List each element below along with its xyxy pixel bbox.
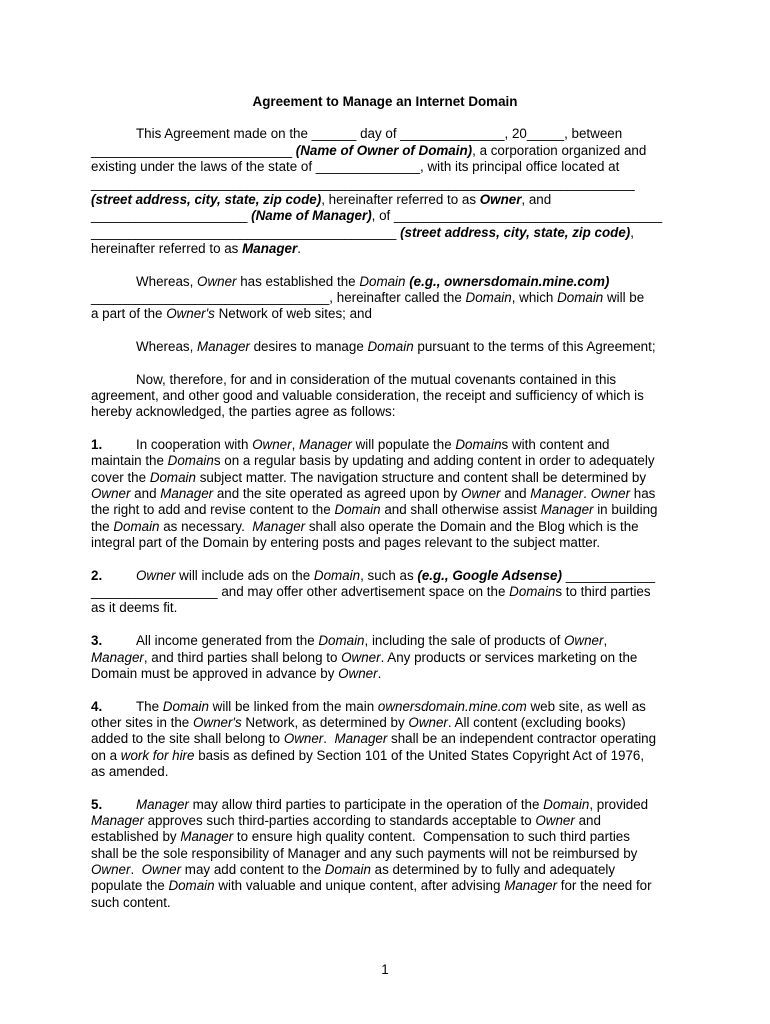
section-4-line-1: The Domain will be linked from the main ownersdomain.mine.com web site, as well as	[136, 699, 646, 714]
preamble-line-7: _________________________________________ (street address, city, state, zip code),	[91, 225, 634, 240]
section-2-number: 2.	[91, 568, 103, 583]
section-5-line-2: Manager approves such third-parties according to standards acceptable to Owner and	[91, 813, 601, 828]
whereas-1-line-3: a part of the Owner's Network of web sites; and	[91, 306, 372, 321]
section-2-line-1: Owner will include ads on the Domain, such as (e.g., Google Adsense) ____________	[136, 568, 656, 583]
whereas-2-line-1: Whereas, Manager desires to manage Domain pursuant to the terms of this Agreement;	[136, 339, 656, 354]
preamble-line-5: (street address, city, state, zip code), hereinafter referred to as Owner, and	[91, 192, 552, 207]
page-number: 1	[381, 962, 389, 977]
section-1-line-3: cover the Domain subject matter. The navigation structure and content shall be determined by	[91, 470, 647, 485]
preamble-line-4: _________________________________________________________________________	[91, 176, 635, 191]
section-4-line-5: as amended.	[91, 764, 169, 779]
section-1-number: 1.	[91, 437, 103, 452]
section-5-line-5: Owner. Owner may add content to the Domain as determined by to fully and adequately	[91, 862, 616, 877]
section-4-line-2: other sites in the Owner's Network, as determined by Owner. All content (excluding books)	[91, 715, 626, 730]
now-therefore-line-3: hereby acknowledged, the parties agree as follows:	[91, 404, 396, 419]
document-title: Agreement to Manage an Internet Domain	[252, 94, 518, 109]
section-1-line-5: the right to add and revise content to the Domain and shall otherwise assist Manager in building	[91, 502, 658, 517]
section-1-line-6: the Domain as necessary. Manager shall also operate the Domain and the Blog which is the	[91, 519, 639, 534]
preamble-line-2: ___________________________ (Name of Owner of Domain), a corporation organized and	[91, 143, 647, 158]
section-5-line-3: established by Manager to ensure high quality content. Compensation to such third parties	[91, 829, 630, 844]
section-1-line-4: Owner and Manager and the site operated as agreed upon by Owner and Manager. Owner has	[91, 486, 656, 501]
section-5-line-1: Manager may allow third parties to participate in the operation of the Domain, provided	[136, 797, 649, 812]
preamble-line-1: This Agreement made on the ______ day of ______________, 20_____, between	[136, 126, 623, 141]
whereas-1-line-1: Whereas, Owner has established the Domain (e.g., ownersdomain.mine.com)	[136, 274, 610, 289]
section-1-line-7: integral part of the Domain by entering posts and pages relevant to the subject matter.	[91, 535, 601, 550]
section-3-number: 3.	[91, 633, 103, 648]
preamble-line-3: existing under the laws of the state of ______________, with its principal office located at	[91, 159, 620, 174]
section-5-line-6: populate the Domain with valuable and unique content, after advising Manager for the need for	[91, 878, 652, 893]
section-1-line-2: maintain the Domains on a regular basis by updating and adding content in order to adequately	[91, 453, 655, 468]
section-5-line-7: such content.	[91, 895, 171, 910]
section-1-line-1: In cooperation with Owner, Manager will populate the Domains with content and	[136, 437, 610, 452]
preamble-line-8: hereinafter referred to as Manager.	[91, 241, 301, 256]
now-therefore-line-1: Now, therefore, for and in consideration of the mutual covenants contained in this	[136, 372, 617, 387]
now-therefore-line-2: agreement, and other good and valuable consideration, the receipt and sufficiency of which is	[91, 388, 644, 403]
section-4-line-4: on a work for hire basis as defined by Section 101 of the United States Copyright Act of 1976,	[91, 748, 645, 763]
section-3-line-3: Domain must be approved in advance by Owner.	[91, 666, 382, 681]
section-3-line-2: Manager, and third parties shall belong to Owner. Any products or services marketing on the	[91, 650, 638, 665]
preamble-line-6: _____________________ (Name of Manager), of ____________________________________	[91, 208, 663, 223]
section-4-number: 4.	[91, 699, 103, 714]
section-4-line-3: added to the site shall belong to Owner. Manager shall be an independent contractor operating	[91, 731, 657, 746]
section-2-line-2: _________________ and may offer other advertisement space on the Domains to third parties	[91, 584, 651, 599]
section-5-line-4: shall be the sole responsibility of Manager and any such payments will not be reimbursed by	[91, 846, 638, 861]
section-2-line-3: as it deems fit.	[91, 600, 178, 615]
section-5-number: 5.	[91, 797, 103, 812]
section-3-line-1: All income generated from the Domain, including the sale of products of Owner,	[136, 633, 608, 648]
whereas-1-line-2: ________________________________, hereinafter called the Domain, which Domain will be	[91, 290, 645, 305]
